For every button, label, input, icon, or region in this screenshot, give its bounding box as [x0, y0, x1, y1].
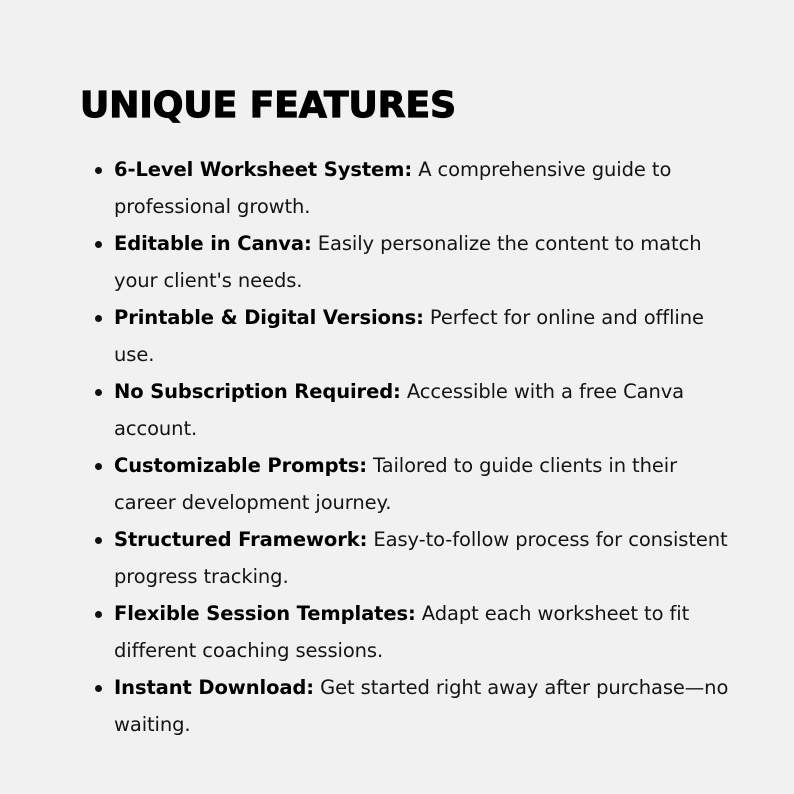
bullet-dot-icon: [95, 241, 102, 248]
feature-item: [80, 373, 740, 447]
feature-description: Tailored to guide clients in their career development journey.: [114, 454, 677, 514]
feature-title: Structured Framework:: [114, 528, 368, 551]
bullet-dot-icon: [95, 611, 102, 618]
feature-description: Get started right away after purchase—no waiting.: [114, 676, 729, 736]
feature-description: Accessible with a free Canva account.: [114, 380, 685, 440]
feature-item: [80, 225, 740, 299]
feature-description: Easily personalize the content to match your client's needs.: [114, 232, 702, 292]
feature-item: [80, 521, 740, 595]
feature-description: A comprehensive guide to professional growth.: [114, 158, 672, 218]
feature-title: Printable & Digital Versions:: [114, 306, 424, 329]
feature-title: Flexible Session Templates:: [114, 602, 416, 625]
feature-title: Editable in Canva:: [114, 232, 312, 255]
feature-title: Customizable Prompts:: [114, 454, 367, 477]
feature-list: [80, 151, 740, 743]
bullet-dot-icon: [95, 685, 102, 692]
bullet-dot-icon: [95, 537, 102, 544]
bullet-dot-icon: [95, 389, 102, 396]
features-section: [80, 86, 740, 743]
bullet-dot-icon: [95, 167, 102, 174]
feature-title: No Subscription Required:: [114, 380, 401, 403]
feature-description: Adapt each worksheet to fit different coaching sessions.: [114, 602, 690, 662]
feature-description: Easy-to-follow process for consistent progress tracking.: [114, 528, 728, 588]
feature-item: [80, 669, 740, 743]
bullet-dot-icon: [95, 463, 102, 470]
page-title: UNIQUE FEATURES: [80, 85, 456, 126]
feature-title: Instant Download:: [114, 676, 314, 699]
feature-item: [80, 151, 740, 225]
bullet-dot-icon: [95, 315, 102, 322]
feature-title: 6-Level Worksheet System:: [114, 158, 413, 181]
feature-item: [80, 595, 740, 669]
feature-item: [80, 299, 740, 373]
feature-item: [80, 447, 740, 521]
feature-description: Perfect for online and offline use.: [114, 306, 704, 366]
